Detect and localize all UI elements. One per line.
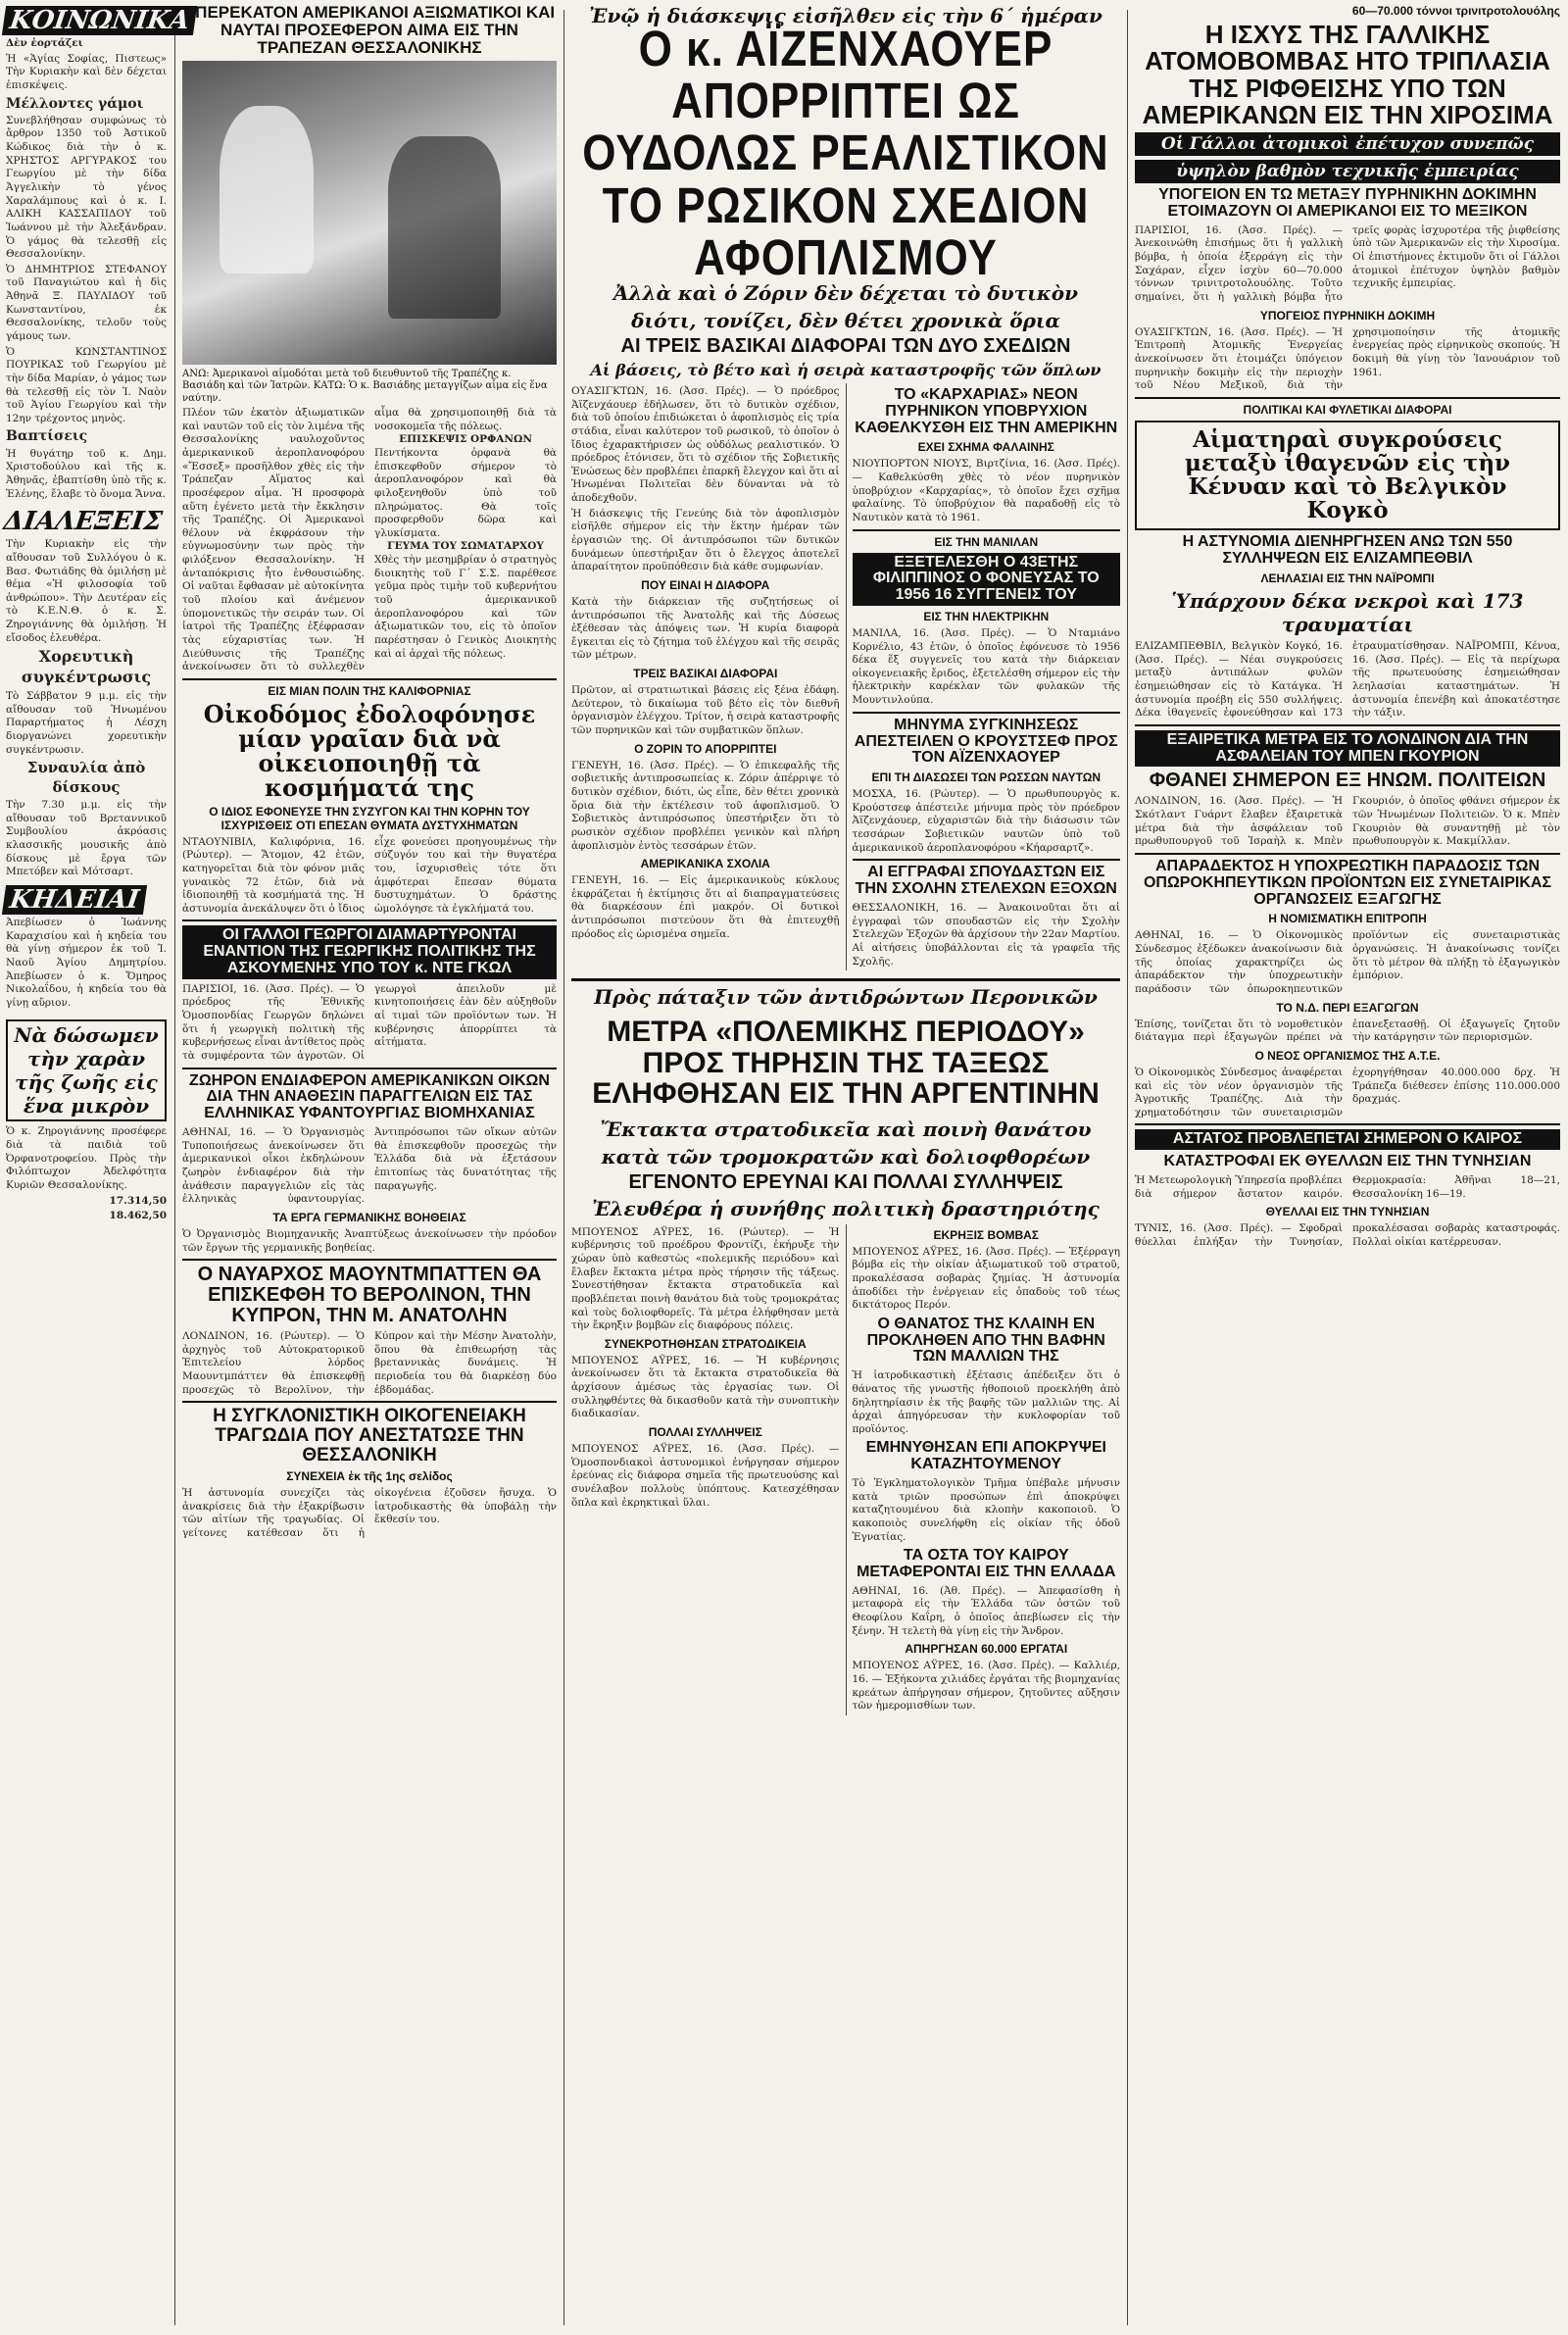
main-story-text-2: Ἡ διάσκεψις τῆς Γενεύης διὰ τὸν ἀφοπλισμὸν εἰσῆλθε σήμερον εἰς τὴν ἕκτην ἡμέραν τῶν ἐργασιῶν της. Οἱ ἀντιπρόσωποι τῶν δυτικῶν δυνάμεων ὑπεστήριξαν ὅτι ὁ ἔλεγχος ἀποτελεῖ ἀπαραίτητον προϋπόθεσιν διὰ κάθε συμφωνίαν. xyxy=(571,507,840,573)
section-dialexeis: ΔΙΑΛΕΞΕΙΣ xyxy=(1,507,165,537)
blood-donation-photo xyxy=(182,61,557,365)
exagogon-text: Ἐπίσης, τονίζεται ὅτι τὸ νομοθετικὸν διάταγμα περὶ ἐξαγωγῶν πρέπει νὰ ἐπανεξετασθῇ. Οἱ ἐξαγωγεῖς ζητοῦν τὴν κατάργησιν τῶν περιορισμῶν. xyxy=(1135,1018,1560,1044)
blood-donation-body xyxy=(182,407,557,674)
tynisia-subhead: ΘΥΕΛΛΑΙ ΕΙΣ ΤΗΝ ΤΥΝΗΣΙΑΝ xyxy=(1265,1205,1430,1219)
column-rule xyxy=(1127,10,1128,2325)
nairobi-text: ΝΑΪΡΟΜΠΙ, Κένυα, 16. (Ἀσσ. Πρές). — Εἰς τὰ περίχωρα τῆς πρωτευούσης ἐσημειώθησαν λεηλασίαι καταστημάτων. Ἡ ἀστυνομία ἐπενέβη καὶ ἀποκατέστησε τὴν τάξιν. xyxy=(1352,639,1560,720)
column-main xyxy=(565,0,1126,2335)
atom-subhead-1: Οἱ Γάλλοι ἀτομικοὶ ἐπέτυχον συνεπῶς xyxy=(1135,132,1560,156)
mountbatten-text: ΛΟΝΔΙΝΟΝ, 16. (Ρώυτερ). — Ὁ ἀρχηγὸς τοῦ Αὐτοκρατορικοῦ Ἐπιτελείου λόρδος Μαουντμπάττεν θὰ ἐπισκεφθῇ προσεχῶς τὸ Βερολῖνον, τὴν Κύπρον καὶ τὴν Μέσην Ἀνατολὴν, ὅπου θὰ ἐπιθεωρήσῃ τὰς βρεταννικὰς δυνάμεις. Ἡ περιοδεία του θὰ διαρκέσῃ δύο ἑβδομάδας. xyxy=(182,1330,557,1396)
charity-sum-1: 17.314,50 xyxy=(109,1194,167,1207)
oporokipeftika-headline: ΑΠΑΡΑΔΕΚΤΟΣ Η ΥΠΟΧΡΕΩΤΙΚΗ ΠΑΡΑΔΟΣΙΣ ΤΩΝ ΟΠΩΡΟΚΗΠΕΥΤΙΚΩΝ ΠΡΟΪΟΝΤΩΝ ΕΙΣ ΣΥΝΕΤΑΙΡΙΚΑΣ ΟΡΓΑΝΩΣΕΙΣ ΕΞΑΓΩΓΗΣ xyxy=(1143,857,1552,908)
scholia-heading: ΑΜΕΡΙΚΑΝΙΚΑ ΣΧΟΛΙΑ xyxy=(640,857,770,871)
politikai-subhead: Η ΑΣΤΥΝΟΜΙΑ ΔΙΕΝΗΡΓΗΣΕΝ ΑΝΩ ΤΩΝ 550 ΣΥΛΛΗΨΕΩΝ ΕΙΣ ΕΛΙΖΑΜΠΕΘΒΙΛ xyxy=(1182,533,1513,568)
gamoi-text: Συνεβλήθησαν συμφώνως τὸ ἄρθρον 1350 τοῦ Ἀστικοῦ Κώδικος διὰ τὴν ὁ κ. ΧΡΗΣΤΟΣ ΑΡΓΥΡΑΚΟΣ του Γεωργίου μὲ τὴν δίδα Ἀγγελικὴν τὸ γένος Χαραλάμπους καὶ ὁ κ. Ι. ΑΛΙΚΗ ΚΑΣΣΑΠΙΔΟΥ τοῦ Ἰωάννου μὲ τὴν Ἀλεξάνδραν. Ὁ γάμος θὰ τελεσθῇ εἰς Θεσσαλονίκην. xyxy=(6,114,167,261)
argentina-subhead-2: κατὰ τῶν τρομοκρατῶν καὶ δολιοφθορέων xyxy=(601,1144,1091,1168)
argentina-subhead-3: ΕΓΕΝΟΝΤΟ ΕΡΕΥΝΑΙ ΚΑΙ ΠΟΛΛΑΙ ΣΥΛΛΗΨΕΙΣ xyxy=(628,1170,1063,1193)
manila-text: ΜΑΝΙΛΑ, 16. (Ἀσσ. Πρές). — Ὁ Νταμιάνο Κορνέλιο, 43 ἐτῶν, ὁ ὁποῖος ἐφόνευσε τὸ 1956 δέκα ἕξ συγγενεῖς του κατὰ τὴν διάρκειαν οἰκογενειακῆς ἔριδος, ἐξετελέσθη σήμερον εἰς τὴν ἠλεκτρικὴν καρέκλαν τῶν φυλακῶν τῆς Μουντινλούπα. xyxy=(852,626,1120,707)
spoudastai-text: ΘΕΣΣΑΛΟΝΙΚΗ, 16. — Ἀνακοινοῦται ὅτι αἱ ἐγγραφαὶ τῶν σπουδαστῶν εἰς τὴν Σχολὴν Στελεχῶν Ἐξοχῶν θὰ ἀρχίσουν τὴν 22αν Μαρτίου. Αἱ αἰτήσεις ὑποβάλλονται εἰς τὰ γραφεῖα τῆς Σχολῆς. xyxy=(852,901,1120,968)
tragodia-continued: ΣΥΝΕΧΕΙΑ ἐκ τῆς 1ης σελίδος xyxy=(286,1469,453,1484)
germanikis-heading: ΤΑ ΕΡΓΑ ΓΕΡΜΑΝΙΚΗΣ ΒΟΗΘΕΙΑΣ xyxy=(272,1210,466,1224)
somatarxou-text: Χθὲς τὴν μεσημβρίαν ὁ στρατηγὸς διοικητὴς τοῦ Γ΄ Σ.Σ. παρέθεσε γεῦμα πρὸς τιμὴν τοῦ κυβερνήτου τοῦ ἀμερικανικοῦ ἀεροπλανοφόρου καὶ τῶν ἀξιωματικῶν του, εἰς τὸ ὁποῖον παρέστησαν ὁ Γενικὸς Διοικητὴς καὶ αἱ ἀρχαὶ τῆς πόλεως. xyxy=(374,554,557,660)
zorin-heading: Ο ΖΟΡΙΝ ΤΟ ΑΠΟΡΡΙΠΤΕΙ xyxy=(634,741,777,756)
blood-donation-text-1: Πλέον τῶν ἑκατὸν ἀξιωματικῶν καὶ ναυτῶν τοῦ εἰς τὸν λιμένα τῆς Θεσσαλονίκης ναυλοχοῦντος ἀμερικανικοῦ ἀεροπλανοφόρου «Ἔσσεξ» προσῆλθον χθὲς εἰς τὴν Τράπεζαν Αἵματος καὶ προσέφερον αἷμα. Ἡ προσφορὰ αὕτη ἐγένετο μετὰ τὴν ἔκκλησιν τῆς Τραπέζης. Οἱ Ἀμερικανοὶ θέλουν νὰ ἐκφράσουν τὴν εὐγνωμοσύνην των πρὸς τὴν φιλόξενον Θεσσαλονίκην. xyxy=(182,407,365,567)
argentina-subhead-4: Ἐλευθέρα ἡ συνήθης πολιτικὴ δραστηριότης xyxy=(592,1196,1100,1220)
argentina-text: ΜΠΟΥΕΝΟΣ ΑΫΡΕΣ, 16. (Ρώυτερ). — Ἡ κυβέρνησις τοῦ προέδρου Φροντίζι, ἐκήρυξε τὴν χώραν ὑπὸ καθεστὼς «πολεμικῆς περιόδου» καὶ ἔλαβεν ἔκτακτα μέτρα πρὸς τήρησιν τῆς τάξεως. Συνεστήθησαν ἔκτακτα στρατοδικεῖα καὶ προβλέπεται ποινὴ θανάτου διὰ τοὺς τρομοκράτας καὶ τοὺς δολιοφθορεῖς. Τὰ μέτρα ἐλήφθησαν μετὰ τὴν ἔκρηξιν βομβῶν εἰς διαφόρους πόλεις. xyxy=(571,1225,840,1332)
politikai-headline-box xyxy=(1135,421,1560,531)
kalifornia-text: ΝΤΑΟΥΝΙΒΙΛ, Καλιφόρνια, 16. (Ρώυτερ). — Ἄτομον, 42 ἐτῶν, κατηγορεῖται διὰ τὸν φόνον μιᾶς γυναικὸς 72 ἐτῶν, διὰ νὰ ἰδιοποιηθῇ τὰ κοσμήματά της. Ἡ ἀστυνομία ἀνεκάλυψεν ὅτι ὁ ἴδιος εἶχε φονεύσει προηγουμένως τὴν σύζυγόν του καὶ τὴν θυγατέρα του, ἰσχυρισθεὶς τότε ὅτι ἀμφότεραι ἔπεσαν θύματα δυστυχημάτων. Ὁ δράστης ὡμολόγησε τὰ ἐγκλήματά του. xyxy=(182,835,557,915)
nomismatiki-heading: Η ΝΟΜΙΣΜΑΤΙΚΗ ΕΠΙΤΡΟΠΗ xyxy=(1268,912,1427,926)
kleini-text: Ἡ ἰατροδικαστικὴ ἐξέτασις ἀπέδειξεν ὅτι ὁ θάνατος τῆς γνωστῆς ἠθοποιοῦ προεκλήθη ἀπὸ δηλητηρίασιν ἐκ τῆς βαφῆς τῶν μαλλιῶν της. Αἱ ἀρχαὶ ἀπηγόρευσαν τὴν κυκλοφορίαν τοῦ προϊόντος. xyxy=(852,1369,1120,1435)
politikai-headline: Αἱματηραὶ συγκρούσεις μεταξὺ ἰθαγενῶν εἰς τὴν Κένυαν καὶ τὸ Βελγικὸν Κογκὸ xyxy=(1184,425,1511,524)
spoudastai-headline: ΑΙ ΕΓΓΡΑΦΑΙ ΣΠΟΥΔΑΣΤΩΝ ΕΙΣ ΤΗΝ ΣΧΟΛΗΝ ΣΤΕΛΕΧΩΝ ΕΞΟΧΩΝ xyxy=(855,864,1117,898)
tynisia-headline: ΚΑΤΑΣΤΡΟΦΑΙ ΕΚ ΘΥΕΛΛΩΝ ΕΙΣ ΤΗΝ ΤΥΝΗΣΙΑΝ xyxy=(1163,1153,1532,1170)
stefanou-text: Ὁ ΔΗΜΗΤΡΙΟΣ ΣΤΕΦΑΝΟΥ τοῦ Παναγιώτου καὶ ἡ δὶς Ἀθηνᾶ Ξ. ΠΑΥΛΙΔΟΥ τοῦ Κωνσταντίνου, ἐκ Θεσσαλονίκης, τελοῦν τοὺς γάμους των. xyxy=(6,263,167,342)
ergatai-text: ΜΠΟΥΕΝΟΣ ΑΫΡΕΣ, 16. (Ἀσσ. Πρές). — Καλλιέρ, 16. — Ἑξήκοντα χιλιάδες ἐργάται τῆς βιομηχανίας κρεάτων ἀπήργησαν σήμερον, ζητοῦντες αὔξησιν τῶν ἡμερομισθίων των. xyxy=(852,1660,1120,1713)
charity-ad-title: Νὰ δώσωμεν τὴν χαρὰν τῆς ζωῆς εἰς ἕνα μικρὸν xyxy=(14,1023,159,1118)
georgoi-text: ΠΑΡΙΣΙΟΙ, 16. (Ἀσσ. Πρές). — Ὁ πρόεδρος τῆς Ἐθνικῆς Ὁμοσπονδίας Γεωργῶν δηλώνει ὅτι ἡ γεωργικὴ πολιτικὴ τῆς κυβερνήσεως εἶναι ἀντίθετος πρὸς τὰ συμφέροντα τῶν ἀγροτῶν. Οἱ γεωργοὶ ἀπειλοῦν μὲ κινητοποιήσεις ἐὰν δὲν αὐξηθοῦν αἱ τιμαὶ τῶν προϊόντων των. Ἡ κυβέρνησις ἀπορρίπτει τὰ αἰτήματα. xyxy=(182,982,557,1063)
atom-text: ΠΑΡΙΣΙΟΙ, 16. (Ἀσσ. Πρές). — Ἀνεκοινώθη ἐπισήμως ὅτι ἡ γαλλικὴ βόμβα, ἡ ὁποία ἐξερράγη εἰς τὴν Σαχάραν, εἶχεν ἰσχὺν 60—70.000 τόννων τρινιτροτολουόλης. Τοῦτο σημαίνει, ὅτι ἡ γαλλικὴ βόμβα ἦτο τρεῖς φορὰς ἰσχυροτέρα τῆς ῥιφθείσης ὑπὸ τῶν Ἀμερικανῶν εἰς τὴν Χιροσίμα. Οἱ ἐπιστήμονες ἐκτιμοῦν ὅτι οἱ Γάλλοι ἀτομικοὶ ἐπέτυχον ὑψηλὸν βαθμὸν τεχνικῆς ἐμπειρίας. xyxy=(1135,224,1560,303)
georgoi-headline: ΟΙ ΓΑΛΛΟΙ ΓΕΩΡΓΟΙ ΔΙΑΜΑΡΤΥΡΟΝΤΑΙ ΕΝΑΝΤΙΟΝ ΤΗΣ ΓΕΩΡΓΙΚΗΣ ΠΟΛΙΤΙΚΗΣ ΤΗΣ ΑΣΚΟΥΜΕΝΗΣ ΥΠΟ ΤΟΥ κ. ΝΤΕ ΓΚΩΛ xyxy=(182,925,557,978)
somatarxou-heading: ΓΕΥΜΑ ΤΟΥ ΣΩΜΑΤΑΡΧΟΥ xyxy=(387,540,544,553)
tragodia-headline: Η ΣΥΓΚΛΟΝΙΣΤΙΚΗ ΟΙΚΟΓΕΝΕΙΑΚΗ ΤΡΑΓΩΔΙΑ ΠΟΥ ΑΝΕΣΤΑΤΩΣΕ ΤΗΝ ΘΕΣΣΑΛΟΝΙΚΗ xyxy=(213,1406,526,1466)
argentina-story-columns xyxy=(565,1224,1126,1715)
minima-headline: ΜΗΝΥΜΑ ΣΥΓΚΙΝΗΣΕΩΣ ΑΠΕΣΤΕΙΛΕΝ Ο ΚΡΟΥΣΤΣΕΦ ΠΡΟΣ ΤΟΝ ΑΪΖΕΝΧΑΟΥΕΡ xyxy=(854,716,1118,767)
zorin-text: ΓΕΝΕΥΗ, 16. (Ἀσσ. Πρές). — Ὁ ἐπικεφαλῆς τῆς σοβιετικῆς ἀντιπροσωπείας κ. Ζόριν ἀπέρριψε τὸ δυτικὸν σχέδιον, διότι, ὡς εἶπε, δὲν θέτει χρονικὰ ὅρια διὰ τὴν ἐκτέλεσιν τοῦ ἀφοπλισμοῦ. Ὁ Σοβιετικὸς ἀντιπρόσωπος ὑπεστήριξεν ὅτι τὸ ρωσικὸν σχέδιον προβλέπει γενικὸν καὶ πλήρη ἀφοπλισμὸν ἐντὸς τεσσάρων ἐτῶν. xyxy=(571,759,840,852)
charity-ad-text: Ὁ κ. Ζηρογιάννης προσέφερε διὰ τὰ παιδιὰ τοῦ Ὀρφανοτροφείου. Πρὸς τὴν Φιλόπτωχον Ἀδελφότητα Κυριῶν Θεσσαλονίκης. xyxy=(6,1125,167,1192)
katazitoumenos-text: Τὸ Ἐγκληματολογικὸν Τμῆμα ὑπέβαλε μήνυσιν κατὰ τριῶν προσώπων ἐπὶ ἀποκρύψει καταζητουμένου διὰ κλοπὴν κακοποιοῦ. Ὁ κακοποιὸς συνελήφθη εἰς οἰκίαν τῆς ὁδοῦ Ἐγνατίας. xyxy=(852,1477,1120,1543)
kidieia-text: Ἀπεβίωσεν ὁ Ἰωάννης Καραχισίου καὶ ἡ κηδεία του θὰ γίνῃ σήμερον ἐκ τοῦ Ἱ. Ναοῦ Ἁγίου Δημητρίου. Ἀπεβίωσεν ὁ κ. Ὅμηρος Νικολαΐδου, ἡ κηδεία του θὰ γίνῃ αὔριον. xyxy=(6,917,167,1009)
argentina-subhead-1: Ἔκτακτα στρατοδικεῖα καὶ ποινὴ θανάτου xyxy=(600,1117,1092,1141)
vasikai-heading: ΤΡΕΙΣ ΒΑΣΙΚΑΙ ΔΙΑΦΟΡΑΙ xyxy=(633,667,778,681)
minima-text: ΜΟΣΧΑ, 16. (Ρώυτερ). — Ὁ πρωθυπουργὸς κ. Κρούστσεφ ἀπέστειλε μήνυμα πρὸς τὸν πρόεδρον Ἀϊζενχάουερ, εὐχαριστῶν διὰ τὴν διάσωσιν τῶν τεσσάρων Σοβιετικῶν ναυτῶν ὑπὸ τοῦ ἀμερικανικοῦ ἀεροπλανοφόρου «Κήαρσαρτζ». xyxy=(852,788,1120,854)
londino-subhead: ΦΘΑΝΕΙ ΣΗΜΕΡΟΝ ΕΞ ΗΝΩΜ. ΠΟΛΙΤΕΙΩΝ xyxy=(1149,770,1546,792)
atom-headline: Η ΙΣΧΥΣ ΤΗΣ ΓΑΛΛΙΚΗΣ ΑΤΟΜΟΒΟΜΒΑΣ ΗΤΟ ΤΡΙΠΛΑΣΙΑ ΤΗΣ ΡΙΦΘΕΙΣΗΣ ΥΠΟ ΤΩΝ ΑΜΕΡΙΚΑΝΩΝ ΕΙΣ ΤΗΝ ΧΙΡΟΣΙΜΑ xyxy=(1142,20,1553,129)
kairos-headline: ΑΣΤΑΤΟΣ ΠΡΟΒΛΕΠΕΤΑΙ ΣΗΜΕΡΟΝ Ο ΚΑΙΡΟΣ xyxy=(1135,1129,1560,1150)
main-subhead-4: Αἱ βάσεις, τὸ βέτο καὶ ἡ σειρὰ καταστροφῆς τῶν ὅπλων xyxy=(590,360,1102,379)
scholia-text: ΓΕΝΕΥΗ, 16. — Εἰς ἀμερικανικοὺς κύκλους ἐκφράζεται ἡ ἐκτίμησις ὅτι αἱ διαπραγματεύσεις θὰ διαρκέσουν ἐπὶ μακρόν. Οἱ δυτικοὶ ἀντιπρόσωποι πιστεύουν ὅτι θὰ ἐπιτευχθῇ πρόοδος εἰς ὡρισμένα σημεῖα. xyxy=(571,874,840,940)
kairou-text: ΑΘΗΝΑΙ, 16. (Ἀθ. Πρές). — Ἀπεφασίσθη ἡ μεταφορὰ εἰς τὴν Ἑλλάδα τῶν ὀστῶν τοῦ Θεοφίλου Καΐρη, ὁ ὁποῖος ἀπεβίωσεν εἰς τὴν ξένην. Ἡ τελετὴ θὰ γίνῃ εἰς τὴν Ἄνδρον. xyxy=(852,1584,1120,1637)
gamoi-title: Μέλλοντες γάμοι xyxy=(6,95,144,112)
section-kidieia: ΚΗΔΕΙΑΙ xyxy=(2,885,147,915)
main-subhead-2: διότι, τονίζει, δὲν θέτει χρονικὰ ὅρια xyxy=(631,308,1060,332)
column-social xyxy=(0,0,192,2335)
tragodia-text: Ἡ ἀστυνομία συνεχίζει τὰς ἀνακρίσεις διὰ τὴν ἐξακρίβωσιν τῶν αἰτίων τῆς τραγωδίας. Οἱ γείτονες κατέθεσαν ὅτι ἡ οἰκογένεια ἐζοῦσεν ἥσυχα. Ὁ ἰατροδικαστὴς θὰ ὑποβάλῃ τὴν ἔκθεσίν του. xyxy=(182,1487,557,1540)
vasikai-text: Πρῶτον, αἱ στρατιωτικαὶ βάσεις εἰς ξένα ἐδάφη. Δεύτερον, τὸ δικαίωμα τοῦ βέτο εἰς τὸν διεθνῆ ὀργανισμὸν ἐλέγχου. Τρίτον, ἡ σειρὰ καταστροφῆς τῶν πυρηνικῶν καὶ τῶν συμβατικῶν ὅπλων. xyxy=(571,684,840,737)
ekrixis-text: ΜΠΟΥΕΝΟΣ ΑΫΡΕΣ, 16. (Ἀσσ. Πρές). — Ἐξέρραγη βόμβα εἰς τὴν οἰκίαν ἀξιωματικοῦ τοῦ στρατοῦ, προκαλέσασα σοβαρὰς ζημίας. Ἡ ἀστυνομία ἀποδίδει τὴν ἐνέργειαν εἰς ὀπαδοὺς τοῦ τέως δικτάτορος Περόν. xyxy=(852,1245,1120,1312)
karxarias-text: ΝΙΟΥΠΟΡΤΟΝ ΝΙΟΥΣ, Βιρτζίνια, 16. (Ἀσσ. Πρές). — Καθελκύσθη χθὲς τὸ νέον πυρηνικὸν ὑποβρύχιον «Καρχαρίας», τὸ ὁποῖον ἔχει σχῆμα φαλαίνης. Τὸ ὑποβρύχιον θὰ παραδοθῇ εἰς τὸ Ναυτικὸν κατὰ τὸ 1961. xyxy=(852,458,1120,523)
vaptiseis-title: Βαπτίσεις xyxy=(6,428,88,445)
symvoulia-title: Συναυλία ἀπὸ δίσκους xyxy=(26,759,146,796)
londino-headline: ΕΞΑΙΡΕΤΙΚΑ ΜΕΤΡΑ ΕΙΣ ΤΟ ΛΟΝΔΙΝΟΝ ΔΙΑ ΤΗΝ ΑΣΦΑΛΕΙΑΝ ΤΟΥ ΜΠΕΝ ΓΚΟΥΡΙΟΝ xyxy=(1135,730,1560,768)
ekrixis-heading: ΕΚΡΗΞΙΣ ΒΟΜΒΑΣ xyxy=(933,1227,1039,1242)
londino-text: ΛΟΝΔΙΝΟΝ, 16. (Ἀσσ. Πρές). — Ἡ Σκότλαντ Γυάρντ ἔλαβεν ἐξαιρετικὰ μέτρα διὰ τὴν ἀσφάλειαν τοῦ πρωθυπουργοῦ τοῦ Ἰσραὴλ κ. Μπὲν Γκουριόν, ὁ ὁποῖος φθάνει σήμερον ἐκ τῶν Ἡνωμένων Πολιτειῶν. Ὁ κ. Μπὲν Γκουριὸν θὰ συναντηθῇ μὲ τὸν πρωθυπουργὸν κ. Μακμίλλαν. xyxy=(1135,795,1560,848)
kairos-text: Ἡ Μετεωρολογικὴ Ὑπηρεσία προβλέπει διὰ σήμερον ἄστατον καιρόν. Θερμοκρασία: Ἀθῆναι 18—21, Θεσσαλονίκη 16—19. xyxy=(1135,1174,1560,1200)
blood-donation-headline: ΥΠΕΡΕΚΑΤΟΝ ΑΜΕΡΙΚΑΝΟΙ ΑΞΙΩΜΑΤΙΚΟΙ ΚΑΙ ΝΑΥΤΑΙ ΠΡΟΣΕΦΕΡΟΝ ΑΙΜΑ ΕΙΣ ΤΗΝ ΤΡΑΠΕΖΑΝ ΘΕΣΣΑΛΟΝΙΚΗΣ xyxy=(183,3,556,57)
column-local xyxy=(176,0,563,2335)
xoreftiki-text: Τὸ Σάββατον 9 μ.μ. εἰς τὴν αἴθουσαν τοῦ Ἡνωμένου Παραρτήματος ἡ Λέσχη διοργανώνει χορευτικὴν συγκέντρωσιν. xyxy=(6,689,167,756)
stratodikeia-text: ΜΠΟΥΕΝΟΣ ΑΫΡΕΣ, 16. — Ἡ κυβέρνησις ἀνεκοίνωσεν ὅτι τὰ ἔκτακτα στρατοδικεῖα θὰ ἀρχίσουν ἀμέσως τὰς ἐργασίας των. Οἱ συλληφθέντες θὰ δικασθοῦν κατὰ τὴν συνοπτικὴν διαδικασίαν. xyxy=(571,1354,840,1420)
vimichanias-headline: ΖΩΗΡΟΝ ΕΝΔΙΑΦΕΡΟΝ ΑΜΕΡΙΚΑΝΙΚΩΝ ΟΙΚΩΝ ΔΙΑ ΤΗΝ ΑΝΑΘΕΣΙΝ ΠΑΡΑΓΓΕΛΙΩΝ ΕΙΣ ΤΑΣ ΕΛΛΗΝΙΚΑΣ ΥΦΑΝΤΟΥΡΓΙΑΣ ΒΙΟΜΗΧΑΝΙΑΣ xyxy=(189,1071,550,1122)
germanikis-text: Ὁ Ὀργανισμὸς Βιομηχανικῆς Ἀναπτύξεως ἀνεκοίνωσεν τὴν πρόοδον τῶν ἔργων τῆς γερμανικῆς βοηθείας. xyxy=(182,1227,557,1254)
atom-kicker: 60—70.000 τόννοι τρινιτροτολουόλης xyxy=(1351,4,1560,18)
kairou-headline: ΤΑ ΟΣΤΑ ΤΟΥ ΚΑΙΡΟΥ ΜΕΤΑΦΕΡΟΝΤΑΙ ΕΙΣ ΤΗΝ ΕΛΛΑΔΑ xyxy=(857,1547,1116,1581)
eortazei-text: Ἡ «Ἁγίας Σοφίας, Πιστεως» Τὴν Κυριακὴν καὶ δὲν δέχεται ἐπισκέψεις. xyxy=(6,52,167,91)
diafora-heading: ΠΟΥ ΕΙΝΑΙ Η ΔΙΑΦΟΡΑ xyxy=(641,577,770,592)
tynisia-text: ΤΥΝΙΣ, 16. (Ἀσσ. Πρές). — Σφοδραὶ θύελλαι ἐπλήξαν τὴν Τυνησίαν, προκαλέσασαι σοβαρὰς καταστροφάς. Πολλαὶ οἰκίαι κατέρρευσαν. xyxy=(1135,1222,1560,1248)
stratodikeia-heading: ΣΥΝΕΚΡΟΤΗΘΗΣΑΝ ΣΤΡΑΤΟΔΙΚΕΙΑ xyxy=(604,1336,807,1351)
column-foreign xyxy=(1129,0,1566,2335)
diafora-text: Κατὰ τὴν διάρκειαν τῆς συζητήσεως οἱ ἀντιπρόσωποι τῆς Ἀνατολῆς καὶ τῆς Δύσεως ἐξέθεσαν τὰς ἀπόψεις των. Ἡ κυρία διαφορὰ ἔγκειται εἰς τὸ ζήτημα τοῦ ἐλέγχου καὶ τῆς σειρᾶς τῶν μέτρων. xyxy=(571,595,840,662)
symvoulia-text: Τὴν 7.30 μ.μ. εἰς τὴν αἴθουσαν τοῦ Βρεταννικοῦ Συμβουλίου ἀκρόασις κλασσικῆς μουσικῆς ἀπὸ δίσκους μὲ ἔργα τῶν Μπετόβεν καὶ Μότσαρτ. xyxy=(6,799,167,878)
vimichanias-text: ΑΘΗΝΑΙ, 16. — Ὁ Ὀργανισμὸς Τυποποιήσεως ἀνεκοίνωσεν ὅτι ἀμερικανικοὶ οἶκοι ἐκδηλώνουν ζωηρὸν ἐνδιαφέρον διὰ τὴν ἀνάθεσιν παραγγελιῶν εἰς τὰς ἑλληνικὰς ὑφαντουργίας. Ἀντιπρόσωποι τῶν οἴκων αὐτῶν θὰ ἐπισκεφθοῦν προσεχῶς τὴν Ἑλλάδα διὰ νὰ ἐξετάσουν ἐπιτοπίως τὰς δυνατότητας τῆς παραγωγῆς. xyxy=(182,1126,557,1206)
dialexeis-text: Τὴν Κυριακὴν εἰς τὴν αἴθουσαν τοῦ Συλλόγου ὁ κ. Βασ. Φωτιάδης θὰ ὁμιλήσῃ μὲ θέμα «Ἡ φιλοσοφία τοῦ ἀνθρώπου». Τὴν Δευτέραν εἰς τὸ Κ.Ε.Ν.Θ. ὁ κ. Σ. Ζηρογιάννης θὰ ὁμιλήσῃ. Ἡ εἴσοδος ἐλευθέρα. xyxy=(6,538,167,644)
politikai-subhead-3: Ὑπάρχουν δέκα νεκροὶ καὶ 173 τραυματίαι xyxy=(1171,588,1524,636)
atom-subhead-2: ὑψηλὸν βαθμὸν τεχνικῆς ἐμπειρίας xyxy=(1135,160,1560,183)
vaptiseis-text: Ἡ θυγάτηρ τοῦ κ. Δημ. Χριστοδούλου καὶ τῆς κ. Ἀθηνᾶς, ἐβαπτίσθη ὑπὸ τῆς κ. Ἑλένης, ἔλαβε τὸ ὄνομα Ἄννα. xyxy=(6,447,167,500)
kleini-headline: Ο ΘΑΝΑΤΟΣ ΤΗΣ ΚΛΑΙΝΗ ΕΝ ΠΡΟΚΛΗΘΕΝ ΑΠΟ ΤΗΝ ΒΑΦΗΝ ΤΩΝ ΜΑΛΛΙΩΝ ΤΗΣ xyxy=(866,1315,1105,1366)
manila-headline: ΕΞΕΤΕΛΕΣΘΗ Ο 43ΕΤΗΣ ΦΙΛΙΠΠΙΝΟΣ Ο ΦΟΝΕΥΣΑΣ ΤΟ 1956 16 ΣΥΓΓΕΝΕΙΣ ΤΟΥ xyxy=(853,553,1121,606)
atom-subhead-3: ΥΠΟΓΕΙΟΝ ΕΝ ΤΩ ΜΕΤΑΞΥ ΠΥΡΗΝΙΚΗΝ ΔΟΚΙΜΗΝ ΕΤΟΙΜΑΖΟΥΝ ΟΙ ΑΜΕΡΙΚΑΝΟΙ ΕΙΣ ΤΟ ΜΕΞΙΚΟΝ xyxy=(1158,186,1537,220)
ergatai-heading: ΑΠΗΡΓΗΣΑΝ 60.000 ΕΡΓΑΤΑΙ xyxy=(905,1642,1068,1657)
blood-donation-text-2: Ἡ ἀνταπόκρισις ἦτο ἐνθουσιώδης. Οἱ ναῦται ἔφθασαν μὲ αὐτοκίνητα τοῦ πλοίου καὶ ἀνέμενον ὑπομονετικῶς τὴν σειράν των. Οἱ ἰατροὶ τῆς Τραπέζης ἐξέφρασαν τὰς εὐχαριστίας των. Ἡ Διεύθυνσις τῆς Τραπέζης ἀνεκοίνωσεν ὅτι τὸ συλλεχθὲν αἷμα θὰ χρησιμοποιηθῇ διὰ τὰ νοσοκομεῖα τῆς πόλεως. xyxy=(182,407,557,673)
politikai-subhead-2: ΛΕΗΛΑΣΙΑΙ ΕΙΣ ΤΗΝ ΝΑΪΡΟΜΠΙ xyxy=(1260,571,1435,585)
photo-caption: ΑΝΩ: Ἀμερικανοὶ αἱμοδόται μετὰ τοῦ διευθυντοῦ τῆς Τραπέζης κ. Βασιάδη καὶ τῶν Ἰατρῶν. ΚΑΤΩ: Ὁ κ. Βασιάδης μεταγγίζων αἷμα εἰς ἕνα ναύτην. xyxy=(182,368,548,404)
ate-text: Ὁ Οἰκονομικὸς Σύνδεσμος ἀναφέρεται καὶ εἰς τὸν νέον ὀργανισμὸν τῆς Ἀγροτικῆς Τραπέζης. Διὰ τὴν χρηματοδότησιν τῶν συνεταιρισμῶν ἐχορηγήθησαν 40.000.000 δρχ. Ἡ Τράπεζα διέθεσεν ἐπίσης 110.000.000 δραχμάς. xyxy=(1135,1066,1560,1118)
section-koinonika: ΚΟΙΝΩΝΙΚΑ xyxy=(2,6,197,35)
elizabethville-text: ΕΛΙΖΑΜΠΕΘΒΙΛ, Βελγικὸν Κογκό, 16. (Ἀσσ. Πρές). — Νέαι συγκρούσεις μεταξὺ ἀντιπάλων φυλῶν ἐσημειώθησαν εἰς τὸ Κατάγκα. Ἡ ἀστυνομία προέβη εἰς 550 συλλήψεις. Δέκα ἰθαγενεῖς ἐφονεύθησαν καὶ 173 ἐτραυματίσθησαν. xyxy=(1135,639,1449,720)
charity-sum-2: 18.462,50 xyxy=(109,1210,167,1222)
manila-subhead: ΕΙΣ ΤΗΝ ΗΛΕΚΤΡΙΚΗΝ xyxy=(923,609,1050,623)
kalifornia-headline: Οἰκοδόμος ἐδολοφόνησε μίαν γραῖαν διὰ νὰ οἰκειοποιηθῇ τὰ κοσμήματά της xyxy=(203,699,536,803)
manila-kicker: ΕΙΣ ΤΗΝ ΜΑΝΙΛΑΝ xyxy=(934,534,1039,549)
syllipseis-heading: ΠΟΛΛΑΙ ΣΥΛΛΗΨΕΙΣ xyxy=(648,1424,762,1439)
oporokipeftika-text: ΑΘΗΝΑΙ, 16. — Ὁ Οἰκονομικὸς Σύνδεσμος ἐξέδωκεν ἀνακοίνωσιν διὰ τῆς ὁποίας χαρακτηρίζει ὡς ἀπαράδεκτον τὴν ὑποχρεωτικὴν παράδοσιν τῶν ὀπωροκηπευτικῶν προϊόντων εἰς συνεταιριστικὰς ὀργανώσεις. Ἡ ἀνακοίνωσις τονίζει ὅτι τὸ μέτρον θὰ πλήξῃ τὸ ἐξαγωγικὸν ἐμπόριον. xyxy=(1135,929,1560,995)
kalifornia-kicker: ΕΙΣ ΜΙΑΝ ΠΟΛΙΝ ΤΗΣ ΚΑΛΙΦΟΡΝΙΑΣ xyxy=(268,683,471,698)
mountbatten-headline: Ο ΝΑΥΑΡΧΟΣ ΜΑΟΥΝΤΜΠΑΤΤΕΝ ΘΑ ΕΠΙΣΚΕΦΘΗ ΤΟ ΒΕΡΟΛΙΝΟΝ, ΤΗΝ ΚΥΠΡΟΝ, ΤΗΝ Μ. ΑΝΑΤΟΛΗΝ xyxy=(197,1264,542,1327)
eortazei-title: Δὲν ἑορτάζει xyxy=(6,37,83,49)
dokimi-heading: ΥΠΟΓΕΙΟΣ ΠΥΡΗΝΙΚΗ ΔΟΚΙΜΗ xyxy=(1259,308,1436,323)
ate-heading: Ο ΝΕΟΣ ΟΡΓΑΝΙΣΜΟΣ ΤΗΣ Α.Τ.Ε. xyxy=(1254,1048,1441,1063)
politikai-kicker: ΠΟΛΙΤΙΚΑΙ ΚΑΙ ΦΥΛΕΤΙΚΑΙ ΔΙΑΦΟΡΑΙ xyxy=(1243,402,1452,417)
column-rule xyxy=(174,10,175,2325)
exagogon-heading: ΤΟ Ν.Δ. ΠΕΡΙ ΕΞΑΓΩΓΩΝ xyxy=(1276,1000,1419,1015)
main-subhead-1: Ἀλλὰ καὶ ὁ Ζόριν δὲν δέχεται τὸ δυτικὸν xyxy=(613,280,1078,305)
episkepsis-text: Πεντήκοντα ὀρφανὰ θὰ ἐπισκεφθοῦν σήμερον τὸ ἀεροπλανοφόρον καὶ θὰ φιλοξενηθοῦν ὑπὸ τοῦ πληρώματος. Θὰ τοῖς προσφερθοῦν δῶρα καὶ γλυκίσματα. xyxy=(374,446,557,539)
pourikas-text: Ὁ ΚΩΝΣΤΑΝΤΙΝΟΣ ΠΟΥΡΙΚΑΣ τοῦ Γεωργίου μὲ τὴν δίδα Μαρίαν, ὁ γάμος των θὰ τελεσθῇ εἰς τὸν Ἱ. Ναὸν τοῦ Ἁγίου Γεωργίου καὶ τὴν 12ην τρέχοντος μηνὸς. xyxy=(6,345,167,424)
argentina-headline: ΜΕΤΡΑ «ΠΟΛΕΜΙΚΗΣ ΠΕΡΙΟΔΟΥ» ΠΡΟΣ ΤΗΡΗΣΙΝ ΤΗΣ ΤΑΞΕΩΣ ΕΛΗΦΘΗΣΑΝ ΕΙΣ ΤΗΝ ΑΡΓΕΝΤΙΝΗΝ xyxy=(592,1016,1100,1111)
katazitoumenos-headline: ΕΜΗΝΥΘΗΣΑΝ ΕΠΙ ΑΠΟΚΡΥΨΕΙ ΚΑΤΑΖΗΤΟΥΜΕΝΟΥ xyxy=(865,1439,1106,1473)
episkepsis-heading: ΕΠΙΣΚΕΨΙΣ ΟΡΦΑΝΩΝ xyxy=(399,433,532,446)
karxarias-subhead: ΕΧΕΙ ΣΧΗΜΑ ΦΑΛΑΙΝΗΣ xyxy=(917,440,1054,455)
xoreftiki-title: Χορευτικὴ συγκέντρωσις xyxy=(21,647,152,687)
main-kicker: Ἐνῷ ἡ διάσκεψις εἰσῆλθεν εἰς τὴν 6΄ ἡμέραν xyxy=(589,4,1102,27)
main-subhead-3: ΑΙ ΤΡΕΙΣ ΒΑΣΙΚΑΙ ΔΙΑΦΟΡΑΙ ΤΩΝ ΔΥΟ ΣΧΕΔΙΩΝ xyxy=(620,334,1071,357)
argentina-kicker: Πρὸς πάταξιν τῶν ἀντιδρώντων Περονικῶν xyxy=(594,985,1098,1010)
karxarias-headline: ΤΟ «ΚΑΡΧΑΡΙΑΣ» ΝΕΟΝ ΠΥΡΗΝΙΚΟΝ ΥΠΟΒΡΥΧΙΟΝ ΚΑΘΕΛΚΥΣΘΗ ΕΙΣ ΤΗΝ ΑΜΕΡΙΚΗΝ xyxy=(855,385,1118,436)
kalifornia-subhead: Ο ΙΔΙΟΣ ΕΦΟΝΕΥΣΕ ΤΗΝ ΣΥΖΥΓΟΝ ΚΑΙ ΤΗΝ ΚΟΡΗΝ ΤΟΥ ΙΣΧΥΡΙΣΘΕΙΣ ΟΤΙ ΕΠΕΣΑΝ ΘΥΜΑΤΑ ΔΥΣΤΥΧΗΜΑΤΩΝ xyxy=(209,804,530,832)
minima-subhead: ΕΠΙ ΤΗ ΔΙΑΣΩΣΕΙ ΤΩΝ ΡΩΣΣΩΝ ΝΑΥΤΩΝ xyxy=(871,770,1102,785)
dokimi-text: ΟΥΑΣΙΓΚΤΩΝ, 16. (Ἀσσ. Πρές). — Ἡ Ἐπιτροπὴ Ἀτομικῆς Ἐνεργείας ἀνεκοίνωσεν ὅτι ἑτοιμάζει ὑπόγειον πυρηνικὴν δοκιμὴν εἰς τὴν περιοχὴν τοῦ Νέου Μεξικοῦ, διὰ τὴν χρησιμοποίησιν τῆς ἀτομικῆς ἐνεργείας πρὸς εἰρηνικοὺς σκοπούς. Ἡ δοκιμὴ θὰ γίνῃ τὸν Ἰανουάριον τοῦ 1961. xyxy=(1135,325,1560,392)
main-headline: Ο κ. ΑΪΖΕΝΧΑΟΥΕΡ ΑΠΟΡΡΙΠΤΕΙ ΩΣ ΟΥΔΟΛΩΣ ΡΕΑΛΙΣΤΙΚΟΝ ΤΟ ΡΩΣΙΚΟΝ ΣΧΕΔΙΟΝ ΑΦΟΠΛΙΣΜΟΥ xyxy=(582,22,1109,286)
main-story-columns xyxy=(565,383,1126,970)
charity-ad xyxy=(6,1019,167,1121)
main-story-text-1: ΟΥΑΣΙΓΚΤΩΝ, 16. (Ἀσσ. Πρές). — Ὁ πρόεδρος Ἀϊζενχάουερ ἐδήλωσεν, ὅτι τὸ δυτικὸν σχέδιον, διὰ τοῦ ὁποίου ἐπιδιώκεται ὁ ἀφοπλισμὸς εἰς τρία στάδια, εἶναι καλύτερον τοῦ ρωσικοῦ, τὸ ὁποῖον ὁ ἴδιος ἐχαρακτήρισεν ὡς οὐδόλως ρεαλιστικόν. Ὁ πρόεδρος ἐτόνισεν, ὅτι τὸ σχέδιον τῆς Σοβιετικῆς Ἑνώσεως δὲν προβλέπει ἐπαρκῆ ἔλεγχον καὶ ὅτι αἱ Ἡνωμέναι Πολιτεῖαι δὲν δύνανται νὰ τὸ ἀποδεχθοῦν. xyxy=(571,384,840,505)
politikai-text xyxy=(1135,640,1560,720)
syllipseis-text: ΜΠΟΥΕΝΟΣ ΑΫΡΕΣ, 16. (Ἀσσ. Πρές). — Ὁμοσπονδιακοὶ ἀστυνομικοὶ ἐνήργησαν σήμερον ἐρεύνας εἰς διάφορα σημεῖα τῆς πρωτευούσης καὶ συνέλαβον πολλοὺς ὑπόπτους. Κατεσχέθησαν ὅπλα καὶ ἐκρηκτικαὶ ὕλαι. xyxy=(571,1442,840,1509)
